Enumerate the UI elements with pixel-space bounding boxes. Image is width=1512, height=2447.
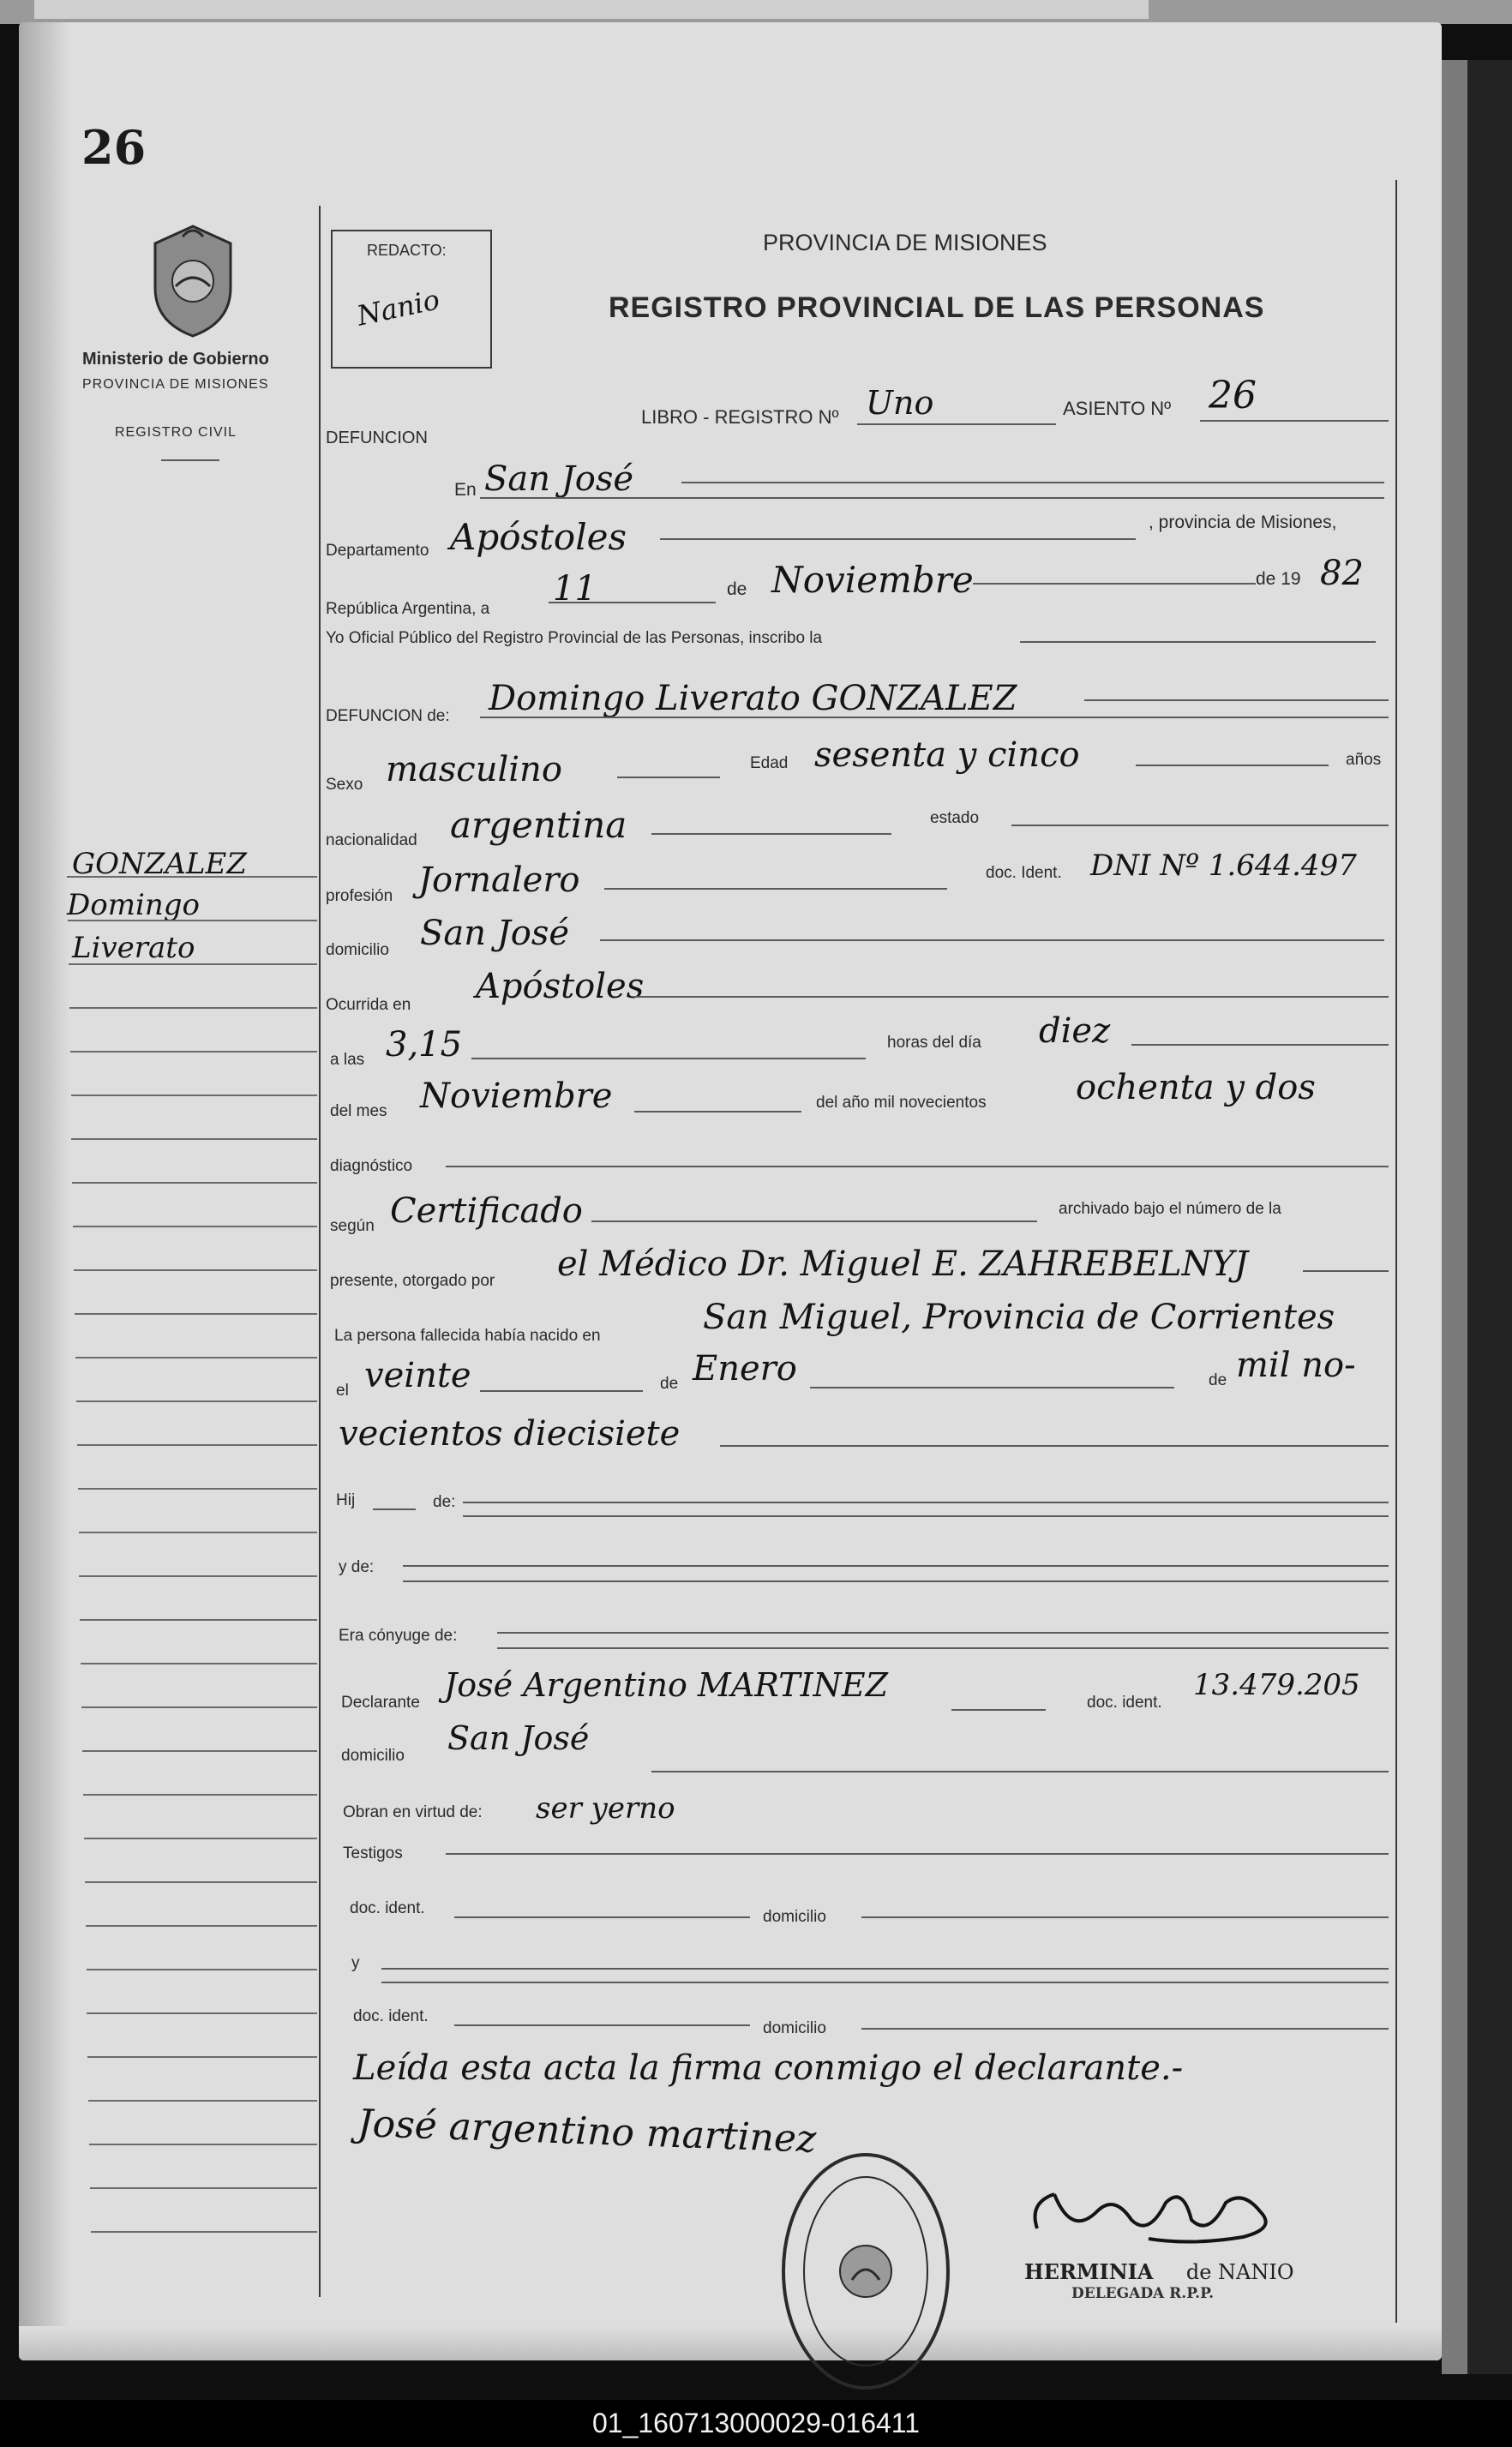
margin-rule [79,1575,317,1577]
margin-rule [78,1488,317,1490]
estado-label: estado [930,809,980,827]
libro-value: Uno [866,384,934,422]
sexo-value: masculino [386,750,562,789]
margin-rule [76,1400,317,1402]
testigos-label: Testigos [343,1844,403,1862]
de-label: de [727,579,747,599]
page-number: 26 [81,120,147,175]
declarante-value: José Argentino MARTINEZ [444,1666,888,1704]
horas-value: diez [1039,1011,1111,1051]
margin-rule [71,1095,317,1096]
ministry-title: Ministerio de Gobierno [82,350,269,369]
anio-value: ochenta y dos [1076,1068,1316,1107]
asiento-value: 26 [1209,374,1257,417]
dia-value: 11 [553,569,597,609]
registry-seal-icon [780,2151,951,2391]
margin-middlename: Liverato [72,931,195,965]
alas-label: a las [330,1051,365,1069]
presente-value: el Médico Dr. Miguel E. ZAHREBELNYJ [557,1244,1249,1284]
official-name: HERMINIA de NANIO [1024,2259,1294,2284]
margin-rule [79,1532,317,1533]
profesion-label: profesión [326,887,393,905]
nacionalidad-label: nacionalidad [326,831,417,849]
delmes-label: del mes [330,1102,387,1120]
departamento-label: Departamento [326,542,429,560]
right-frame-line [1395,180,1397,2323]
redacto-label: REDACTO: [367,242,447,259]
obran-label: Obran en virtud de: [343,1803,483,1821]
de2-value: Enero [693,1349,797,1388]
declarante-doc-value: 13.479.205 [1193,1668,1360,1702]
declarante-doc-label: doc. ident. [1087,1694,1162,1712]
ocurrida-label: Ocurrida en [326,996,411,1014]
republica-label: República Argentina, a [326,600,490,618]
declarante-domicilio-value: San José [447,1719,590,1757]
domicilio-value: San José [420,914,570,953]
ocurrida-value: Apóstoles [476,967,645,1006]
margin-rule [87,2012,317,2014]
book-edge [1442,60,1512,2374]
mes-value: Noviembre [771,559,974,601]
margin-rule [69,1007,317,1009]
left-frame-line [319,206,321,2297]
de3-label: de [1209,1371,1227,1389]
margin-rule [89,2144,317,2145]
margin-rule [80,1619,317,1621]
edad-label: Edad [750,754,789,772]
nacido-label: La persona fallecida había nacido en [334,1327,601,1345]
margin-rule [82,1750,317,1752]
ministry-province: PROVINCIA DE MISIONES [82,377,269,392]
provincia-text: , provincia de Misiones, [1149,513,1337,532]
margin-rule [68,920,317,921]
margin-rule [72,1182,317,1184]
alas-value: 3,15 [386,1025,463,1065]
horas-label: horas del día [887,1034,981,1052]
top-strip [0,0,1512,24]
doc-label: doc. Ident. [986,864,1062,882]
margin-rule [81,1663,317,1664]
domicilio-label: domicilio [326,941,389,959]
testigo2-doc-label: doc. ident. [353,2007,429,2025]
margin-rule [87,1969,317,1970]
margin-rule [88,2100,317,2102]
margin-rule [75,1357,317,1358]
edad-value: sesenta y cinco [814,735,1080,775]
margin-rule [71,1138,317,1140]
el-label: el [336,1382,349,1400]
oficial-text: Yo Oficial Público del Registro Provincial de las Personas, inscribo la [326,629,823,647]
margin-rule [73,1226,317,1227]
profesion-value: Jornalero [418,861,580,900]
testigo1-domicilio-label: domicilio [763,1908,826,1926]
en-label: En [454,480,477,500]
official-role: DELEGADA R.P.P. [1071,2285,1214,2302]
margin-rule [70,1051,317,1053]
anos-label: años [1346,751,1382,769]
diagnostico-label: diagnóstico [330,1157,413,1175]
margin-rule [83,1794,317,1796]
record-type-label: DEFUNCION [326,429,428,447]
closing-statement: Leída esta acta la firma conmigo el declarante.- [353,2048,1184,2088]
margin-rule [81,1706,317,1708]
archivado-text: archivado bajo el número de la [1059,1200,1281,1218]
margin-rule [91,2231,317,2233]
margin-rule [87,2056,317,2058]
hij-de-label: de: [433,1493,456,1511]
margin-rule [85,1881,317,1883]
margin-rule [77,1444,317,1446]
image-caption: 01_160713000029-016411 [0,2400,1512,2447]
de-year-label: de 19 [1256,569,1301,589]
declarant-signature: José argentino martinez [357,2102,818,2162]
margin-rule [86,1925,317,1927]
anio-label: del año mil novecientos [816,1094,987,1112]
header-province: PROVINCIA DE MISIONES [763,230,1047,255]
header-registry: REGISTRO PROVINCIAL DE LAS PERSONAS [609,291,1265,324]
presente-label: presente, otorgado por [330,1272,495,1290]
conyuge-label: Era cónyuge de: [339,1627,458,1645]
redacto-value: Nanio [354,283,443,333]
segun-label: según [330,1217,375,1235]
defuncion-value: Domingo Liverato GONZALEZ [489,679,1017,718]
asiento-label: ASIENTO Nº [1063,398,1172,419]
de2-label: de [660,1375,679,1393]
nacimiento-continuation: vecientos diecisiete [339,1414,681,1454]
de3-value: mil no- [1236,1346,1356,1385]
declarante-label: Declarante [341,1694,420,1712]
declarante-domicilio-label: domicilio [341,1747,405,1765]
coat-of-arms-icon [141,221,244,341]
defuncion-label: DEFUNCION de: [326,707,450,725]
margin-rule [74,1269,317,1271]
testigo2-domicilio-label: domicilio [763,2019,826,2037]
nacido-value: San Miguel, Provincia de Corrientes [703,1298,1335,1337]
margin-rule [75,1313,317,1315]
redacto-box [331,230,492,369]
official-signature-icon [1020,2177,1294,2254]
en-value: San José [484,459,634,499]
margin-surname: GONZALEZ [72,847,247,881]
el-value: veinte [364,1356,471,1395]
departamento-value: Apóstoles [450,516,627,558]
year-value: 82 [1320,554,1364,593]
nacionalidad-value: argentina [450,804,627,846]
yde-label: y de: [339,1558,375,1576]
margin-rule [90,2187,317,2189]
margin-rule [67,876,317,878]
delmes-value: Noviembre [420,1077,613,1116]
sexo-label: Sexo [326,776,363,794]
ministry-office: REGISTRO CIVIL [115,425,237,440]
margin-rule [84,1838,317,1839]
libro-label: LIBRO - REGISTRO Nº [641,406,839,428]
obran-value: ser yerno [536,1791,675,1826]
segun-value: Certificado [390,1191,583,1231]
margin-firstname: Domingo [67,888,200,922]
testigo1-doc-label: doc. ident. [350,1899,425,1917]
doc-value: DNI Nº 1.644.497 [1090,849,1357,883]
margin-rule [69,963,317,965]
hij-label: Hij [336,1491,356,1509]
y-label: y [351,1954,360,1972]
